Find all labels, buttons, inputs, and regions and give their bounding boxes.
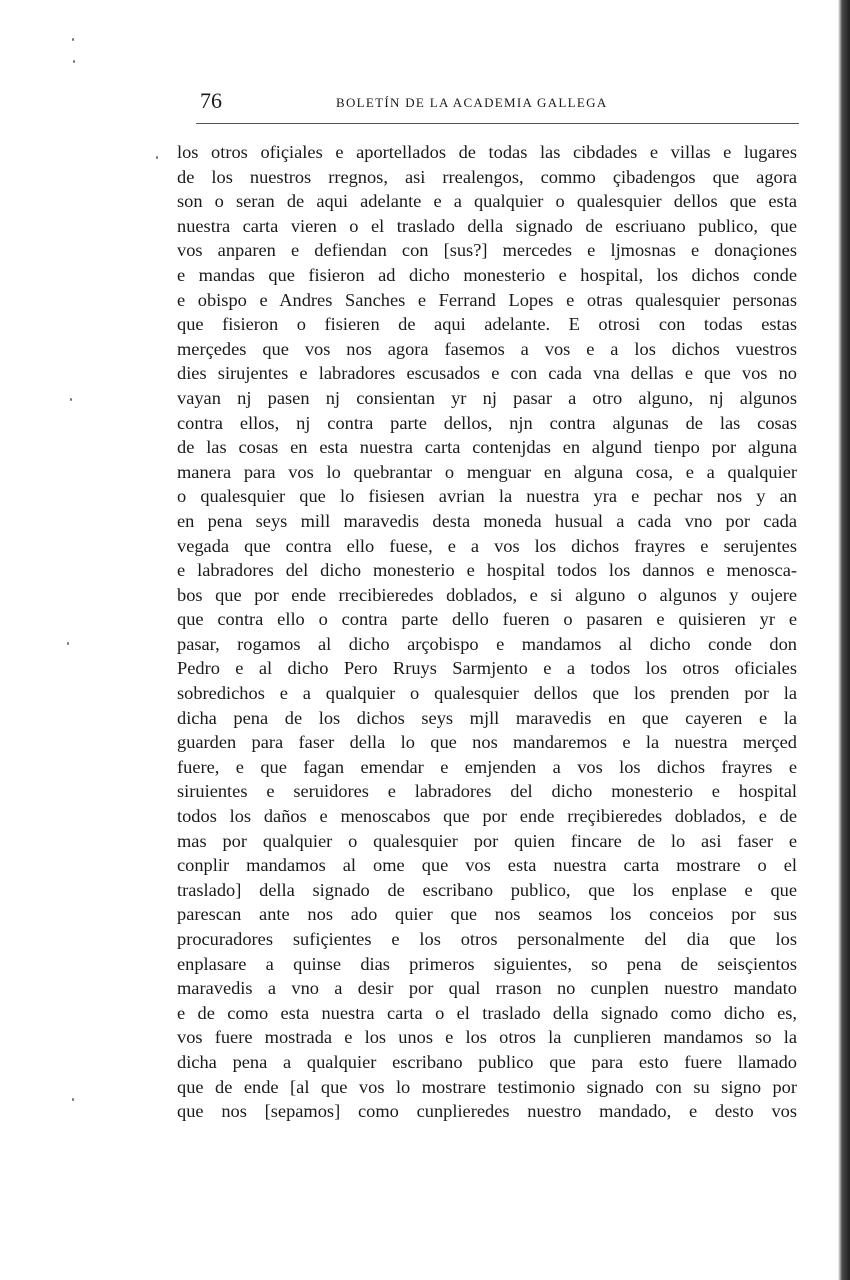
text-line: o qualesquier que lo fisiesen avrian la nuestra yra e pechar nos y an: [177, 486, 797, 507]
scan-speck: [67, 642, 69, 645]
text-line: e obispo e Andres Sanches e Ferrand Lopes e otras qualesquier personas: [177, 289, 797, 310]
text-line: enplasare a quinse dias primeros siguientes, so pena de seisçientos: [177, 953, 797, 974]
text-line: son o seran de aqui adelante e a qualquier o qualesquier dellos que esta: [177, 191, 797, 212]
text-line: vayan nj pasen nj consientan yr nj pasar a otro alguno, nj algunos: [177, 387, 797, 408]
text-line: guarden para faser della lo que nos mandaremos e la nuestra merçed: [177, 732, 797, 753]
text-line: Pedro e al dicho Pero Rruys Sarmjento e a todos los otros oficiales: [177, 658, 797, 679]
text-line: e labradores del dicho monesterio e hospital todos los dannos e menosca-: [177, 560, 797, 581]
scan-speck: [72, 1098, 74, 1101]
text-line: sobredichos e a qualquier o qualesquier dellos que los prenden por la: [177, 683, 797, 704]
text-line: pasar, rogamos al dicho arçobispo e mandamos al dicho conde don: [177, 633, 797, 654]
text-line: que contra ello o contra parte dello fueren o pasaren e quisieren yr e: [177, 609, 797, 630]
text-line: merçedes que vos nos agora fasemos a vos e a los dichos vuestros: [177, 338, 797, 359]
text-line: manera para vos lo quebrantar o menguar en alguna cosa, e a qualquier: [177, 461, 797, 482]
text-line: conplir mandamos al ome que vos esta nuestra carta mostrare o el: [177, 855, 797, 876]
text-line: traslado] della signado de escribano publico, que los enplase e que: [177, 879, 797, 900]
text-line: vegada que contra ello fuese, e a vos los dichos frayres e serujentes: [177, 535, 797, 556]
page-number: 76: [200, 88, 222, 113]
scan-edge-shadow: [838, 0, 850, 1280]
text-line: de los nuestros rregnos, asi rrealengos, commo çibadengos que agora: [177, 166, 797, 187]
text-line: bos que por ende rrecibieredes doblados, e si alguno o algunos y oujere: [177, 584, 797, 605]
text-line: mas por qualquier o qualesquier por quien fincare de lo asi faser e: [177, 830, 797, 851]
scan-speck: [70, 398, 72, 401]
text-line: vos anparen e defiendan con [sus?] mercedes e ljmosnas e donaçiones: [177, 240, 797, 261]
text-line: e mandas que fisieron ad dicho monesterio e hospital, los dichos conde: [177, 264, 797, 285]
text-line: de las cosas en esta nuestra carta contenjdas en algund tienpo por alguna: [177, 437, 797, 458]
text-line: contra ellos, nj contra parte dellos, njn contra algunas de las cosas: [177, 412, 797, 433]
text-line: nuestra carta vieren o el traslado della signado de escriuano publico, que: [177, 215, 797, 236]
running-title: BOLETÍN DE LA ACADEMIA GALLEGA: [336, 95, 608, 110]
body-text: [177, 140, 797, 1124]
text-line: que fisieron o fisieren de aqui adelante. E otrosi con todas estas: [177, 314, 797, 335]
text-line: fuere, e que fagan emendar e emjenden a vos los dichos frayres e: [177, 756, 797, 777]
text-line: parescan ante nos ado quier que nos seamos los conceios por sus: [177, 904, 797, 925]
text-line: maravedis a vno a desir por qual rrason no cunplen nuestro mandato: [177, 978, 797, 999]
text-line: vos fuere mostrada e los unos e los otros la cunplieren mandamos so la: [177, 1027, 797, 1048]
scan-speck: [72, 38, 74, 41]
text-line: dies sirujentes e labradores escusados e con cada vna dellas e que vos no: [177, 363, 797, 384]
scan-speck: [73, 60, 75, 63]
text-line: siruientes e seruidores e labradores del dicho monesterio e hospital: [177, 781, 797, 802]
text-line: procuradores sufiçientes e los otros personalmente del dia que los: [177, 929, 797, 949]
text-line: en pena seys mill maravedis desta moneda husual a cada vno por cada: [177, 510, 797, 531]
text-line: dicha pena a qualquier escribano publico que para esto fuere llamado: [177, 1051, 797, 1072]
text-line: todos los daños e menoscabos que por ende rreçibieredes doblados, e de: [177, 806, 797, 827]
text-line: e de como esta nuestra carta o el traslado della signado como dicho es,: [177, 1002, 797, 1023]
header-rule: [196, 123, 799, 124]
text-line: que nos [sepamos] como cunplieredes nuestro mandado, e desto vos: [177, 1101, 797, 1122]
text-line: dicha pena de los dichos seys mjll maravedis en que cayeren e la: [177, 707, 797, 728]
text-line: que de ende [al que vos lo mostrare testimonio signado con su signo por: [177, 1076, 797, 1097]
scan-speck: [156, 156, 158, 159]
text-line: los otros ofiçiales e aportellados de todas las cibdades e villas e lugares: [177, 142, 797, 162]
